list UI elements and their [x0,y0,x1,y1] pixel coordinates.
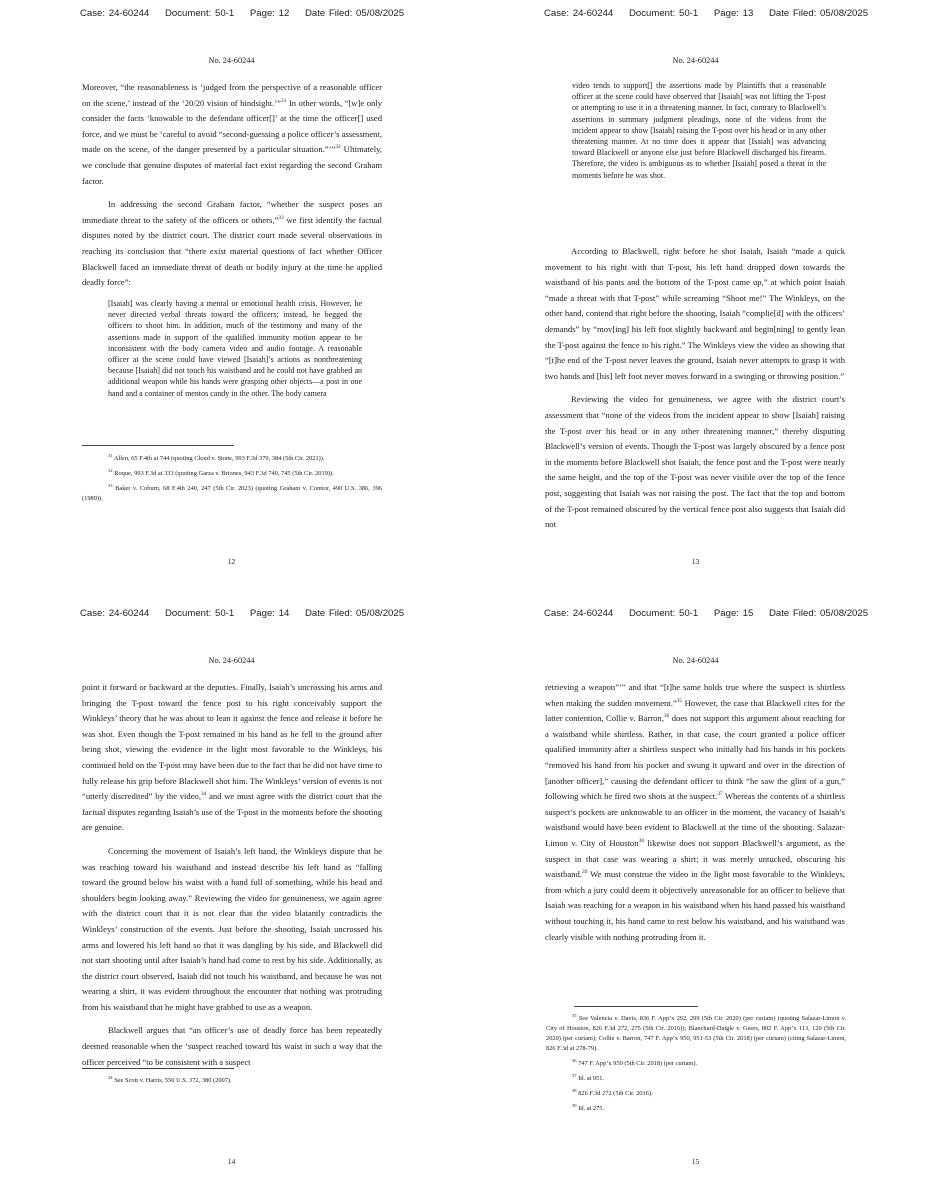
body-text [82,80,382,299]
page-15 [464,600,927,1200]
body-text [545,680,845,953]
case-number: Case: 24-60244 [544,608,614,619]
docket-number: No. 24-60244 [208,56,255,65]
document-number: Document: 50-1 [628,8,699,19]
paragraph: According to Blackwell, right before he shot Isaiah, Isaiah “made a quick movement to his right with that T-post, his left hand dropped down towards the waistband of his pants and the bottom of the T-post came up,” at which point Isaiah “made a threat with that T-post” while screaming “Shoot me!” The Winkleys, on the other hand, contend that right before the shooting, Isaiah “complie[d] with the officers’ demands” by “mov[ing] his left foot slightly backward and begin[ning] to gently lean the T-post against the fence to his right.” The Winkleys view the video as showing that “[t]he end of the T-post never leaves the ground, Isaiah never attempts to grasp it with two hands and [his] left foot never moves forward in a swinging or throwing position.” [545,246,845,381]
page-12 [0,0,463,600]
page-header [544,8,904,19]
docket-number: No. 24-60244 [208,656,255,665]
page-header [80,608,440,619]
footnote: $^{39}$ Id. at 275. [572,1103,605,1112]
document-number: Document: 50-1 [628,608,699,619]
page-13 [464,0,927,600]
body-text [82,680,382,1078]
docket-number: No. 24-60244 [672,656,719,665]
footnote: $^{38}$ 826 F.3d 272 (5th Cir. 2016). [572,1088,653,1097]
case-number: Case: 24-60244 [544,8,614,19]
footnote: $^{35}$ See Valencia v. Davis, 836 F. App’x 292, 299 (5th Cir. 2020) (per curiam) (quoting Salazar-Limon v. City of Houston, 826 F.3d 272, 275 (5th Cir. 2016)); Blanchard-Daigle v. Geers, 802 F. App’x 113, 120 (5th Cir. 2020) (per curiam); Collie v. Barron, 747 F. App’x 950, 951-53 (5th Cir. 2018) (per curiam) (citing Salazar-Limon, 826 F.3d at 278-79). [546,1013,846,1052]
footnote: $^{32}$ Roque, 993 F.3d at 333 (quoting Garza v. Briones, 943 F.3d 740, 745 (5th Cir. 2019)). [108,468,334,477]
case-number: Case: 24-60244 [80,8,150,19]
page-14 [0,600,463,1200]
page-number: 15 [691,1157,700,1166]
footnote-divider [574,1006,698,1007]
case-number: Case: 24-60244 [80,608,150,619]
docket-number: No. 24-60244 [672,56,719,65]
page-label: Page: 14 [249,608,290,619]
date-filed: Date Filed: 05/08/2025 [768,608,869,619]
page-header [80,8,440,19]
page-header [544,608,904,619]
date-filed: Date Filed: 05/08/2025 [304,608,405,619]
date-filed: Date Filed: 05/08/2025 [768,8,869,19]
document-number: Document: 50-1 [164,608,235,619]
paragraph: Reviewing the video for genuineness, we agree with the district court’s assessment that “none of the videos from the incident appear to show [Isaiah] raising the T-post over his head or in any other threatening manner,” thereby disputing Blackwell’s version of events. Though the T-post was largely obscured by a fence post in the moments before Blackwell shot Isaiah, the fence post and the T-post were nearly the same height, and the top of the T-post was never visible over the top of the fence post, suggesting that Isaiah was not raising the post. The fact that the top and bottom of the T-post remained obscured by the vertical fence post also suggests that Isaiah did not [545,394,845,530]
block-quote: video tends to support[] the assertions made by Plaintiffs that a reasonable officer at the scene could have observed that [Isaiah] was not lifting the T-post or attempting to use it in a threatening manner. In fact, contrary to Blackwell’s assertions in summary judgment pleadings, none of the videos from the incident appear to show [Isaiah] raising the T-post over his head or in any other threatening manner. At no time does it appear that [Isaiah] was advancing toward Blackwell or anyone else just before Blackwell discharged his firearm. Therefore, the video is ambiguous as to whether [Isaiah] posed a threat in the moments before he was shot. [572,81,826,180]
footnote: $^{37}$ Id. at 951. [572,1073,605,1082]
paragraph: retrieving a weapon”’” and that “[t]he same holds true where the suspect is shirtless when making the sudden movement.”$^{35}$ However, the case that Blackwell cites for the latter contention, Collie v. Barron,$^{36}$ does not support this argument about reaching for a waistband while shirtless. Rather, in that case, the court granted a police officer qualified immunity after a shirtless suspect who initially had his hands in his pockets “removed his hand from his pocket and swung it upward and over in the direction of [another officer],” causing the defendant officer to think “he saw the glint of a gun,” following which he fired two shots at the suspect.$^{37}$ Whereas the contents of a shirtless suspect’s pockets are unknowable to an officer in the moment, the vacancy of Isaiah’s waistband would have been evident to Blackwell at the time of the shooting. Salazar-Limon v. City of Houston$^{38}$ likewise does not support Blackwell’s argument, as the suspect in that case was wearing a shirt; it was merely untucked, obscuring his waistband.$^{39}$ We must construe the video in the light most favorable to the Winkleys, from which a jury could deem it objectively unreasonable for an officer to believe that Isaiah was reaching for a weapon in his waistband when his hand passed his waistband without touching it, his hand came to rest below his waistband, and his waistband was clearly visible with nothing protruding from it. [545,682,845,942]
footnote: $^{33}$ Baker v. Coburn, 68 F.4th 240, 247 (5th Cir. 2023) (quoting Graham v. Connor, 490 U.S. 386, 396 (1989)). [82,483,382,502]
footnote: $^{34}$ See Scott v. Harris, 550 U.S. 372, 380 (2007). [108,1075,232,1084]
document-number: Document: 50-1 [164,8,235,19]
body-text [545,244,845,541]
paragraph: Blackwell argues that “an officer’s use of deadly force has been repeatedly deemed reasonable when the ‘suspect reached toward his waist in such a way that the officer perceived “to be consistent with a suspect [82,1025,382,1067]
paragraph: Moreover, “the reasonableness is ‘judged from the perspective of a reasonable officer on the scene,’ instead of the ‘20/20 vision of hindsight.’”$^{31}$ In other words, “[w]e only consider the facts ‘knowable to the defendant officer[]’ at the time the officer[] used force, and we must be ‘careful to avoid “second-guessing a police officer’s assessment, made on the scene, of the danger presented by a particular situation.”’”$^{32}$ Ultimately, we conclude that genuine disputes of material fact exist regarding the second Graham factor. [82,82,382,186]
footnotes [82,1076,382,1091]
paragraph: In addressing the second Graham factor, “whether the suspect poses an immediate threat to the safety of the officers or others,”$^{33}$ we first identify the factual disputes noted by the district court. The district court made several observations in reaching its conclusion that “there exist material questions of fact whether Officer Blackwell faced an immediate threat of death or bodily injury at the time he applied deadly force”: [82,199,382,288]
footnotes [546,1014,846,1119]
block-quote: [Isaiah] was clearly having a mental or emotional health crisis. However, he never directed verbal threats toward the officers; instead, he begged the officers to shoot him. In addition, much of the testimony and many of the assertions made in support of the qualified immunity motion appear to be inconsistent with the body camera video and audio footage. A reasonable officer at the scene could have viewed [Isaiah]’s actions as nonthreatening because [Isaiah] did not touch his waistband and he could not have grabbed an additional weapon while his hands were grasping other objects—a post in one hand and a container of mentos candy in the other. The body camera [108,299,362,398]
page-number: 12 [227,557,236,566]
paragraph: point it forward or backward at the deputies. Finally, Isaiah’s uncrossing his arms and bringing the T-post toward the fence post to his right conceivably support the Winkleys’ theory that he was about to lean it against the fence and release it before he was shot. Even though the T-post remained in his hand as he fell to the ground after being shot, viewing the evidence in the light most favorable to the Winkleys, his continued hold on the T-post may have been due to the fact that he did not have time to fully release his grip before Blackwell shot him. The Winkleys’ version of events is not “utterly discredited” by the video,$^{34}$ and we must agree with the district court that the factual disputes regarding Isaiah’s use of the T-post in the moments before the shooting are genuine. [82,682,382,833]
date-filed: Date Filed: 05/08/2025 [304,8,405,19]
page-label: Page: 13 [713,8,754,19]
page-label: Page: 12 [249,8,290,19]
page-number: 13 [691,557,700,566]
footnote: $^{31}$ Allen, 65 F.4th at 744 (quoting Cloud v. Stone, 993 F.3d 379, 384 (5th Cir. 2021)). [108,453,325,462]
footnote-divider [82,445,234,446]
page-label: Page: 15 [713,608,754,619]
paragraph: Concerning the movement of Isaiah’s left hand, the Winkleys dispute that he was reaching toward his waistband and instead describe his left hand as “falling toward the ground below his waist with a hand full of something, while his head and shoulders begin looking away.” Reviewing the video for genuineness, we again agree with the district court that it is not clear that the video blatantly contradicts the Winkleys’ construction of the events. Just before the shooting, Isaiah uncrossed his arms and lowered his left hand so that it was dangling by his side, and Blackwell did not start shooting until after Isaiah’s hand had come to rest by his side. Additionally, as the district court observed, Isaiah did not touch his waistband, and because he was not wearing a shirt, it was evident throughout the encounter that nothing was protruding from his waistband that he might have grabbed to use as a weapon. [82,845,382,1012]
footnote-divider [82,1068,234,1069]
footnotes [82,454,382,509]
footnote: $^{36}$ 747 F. App’x 950 (5th Cir. 2018) (per curiam). [572,1058,698,1067]
page-number: 14 [227,1157,236,1166]
